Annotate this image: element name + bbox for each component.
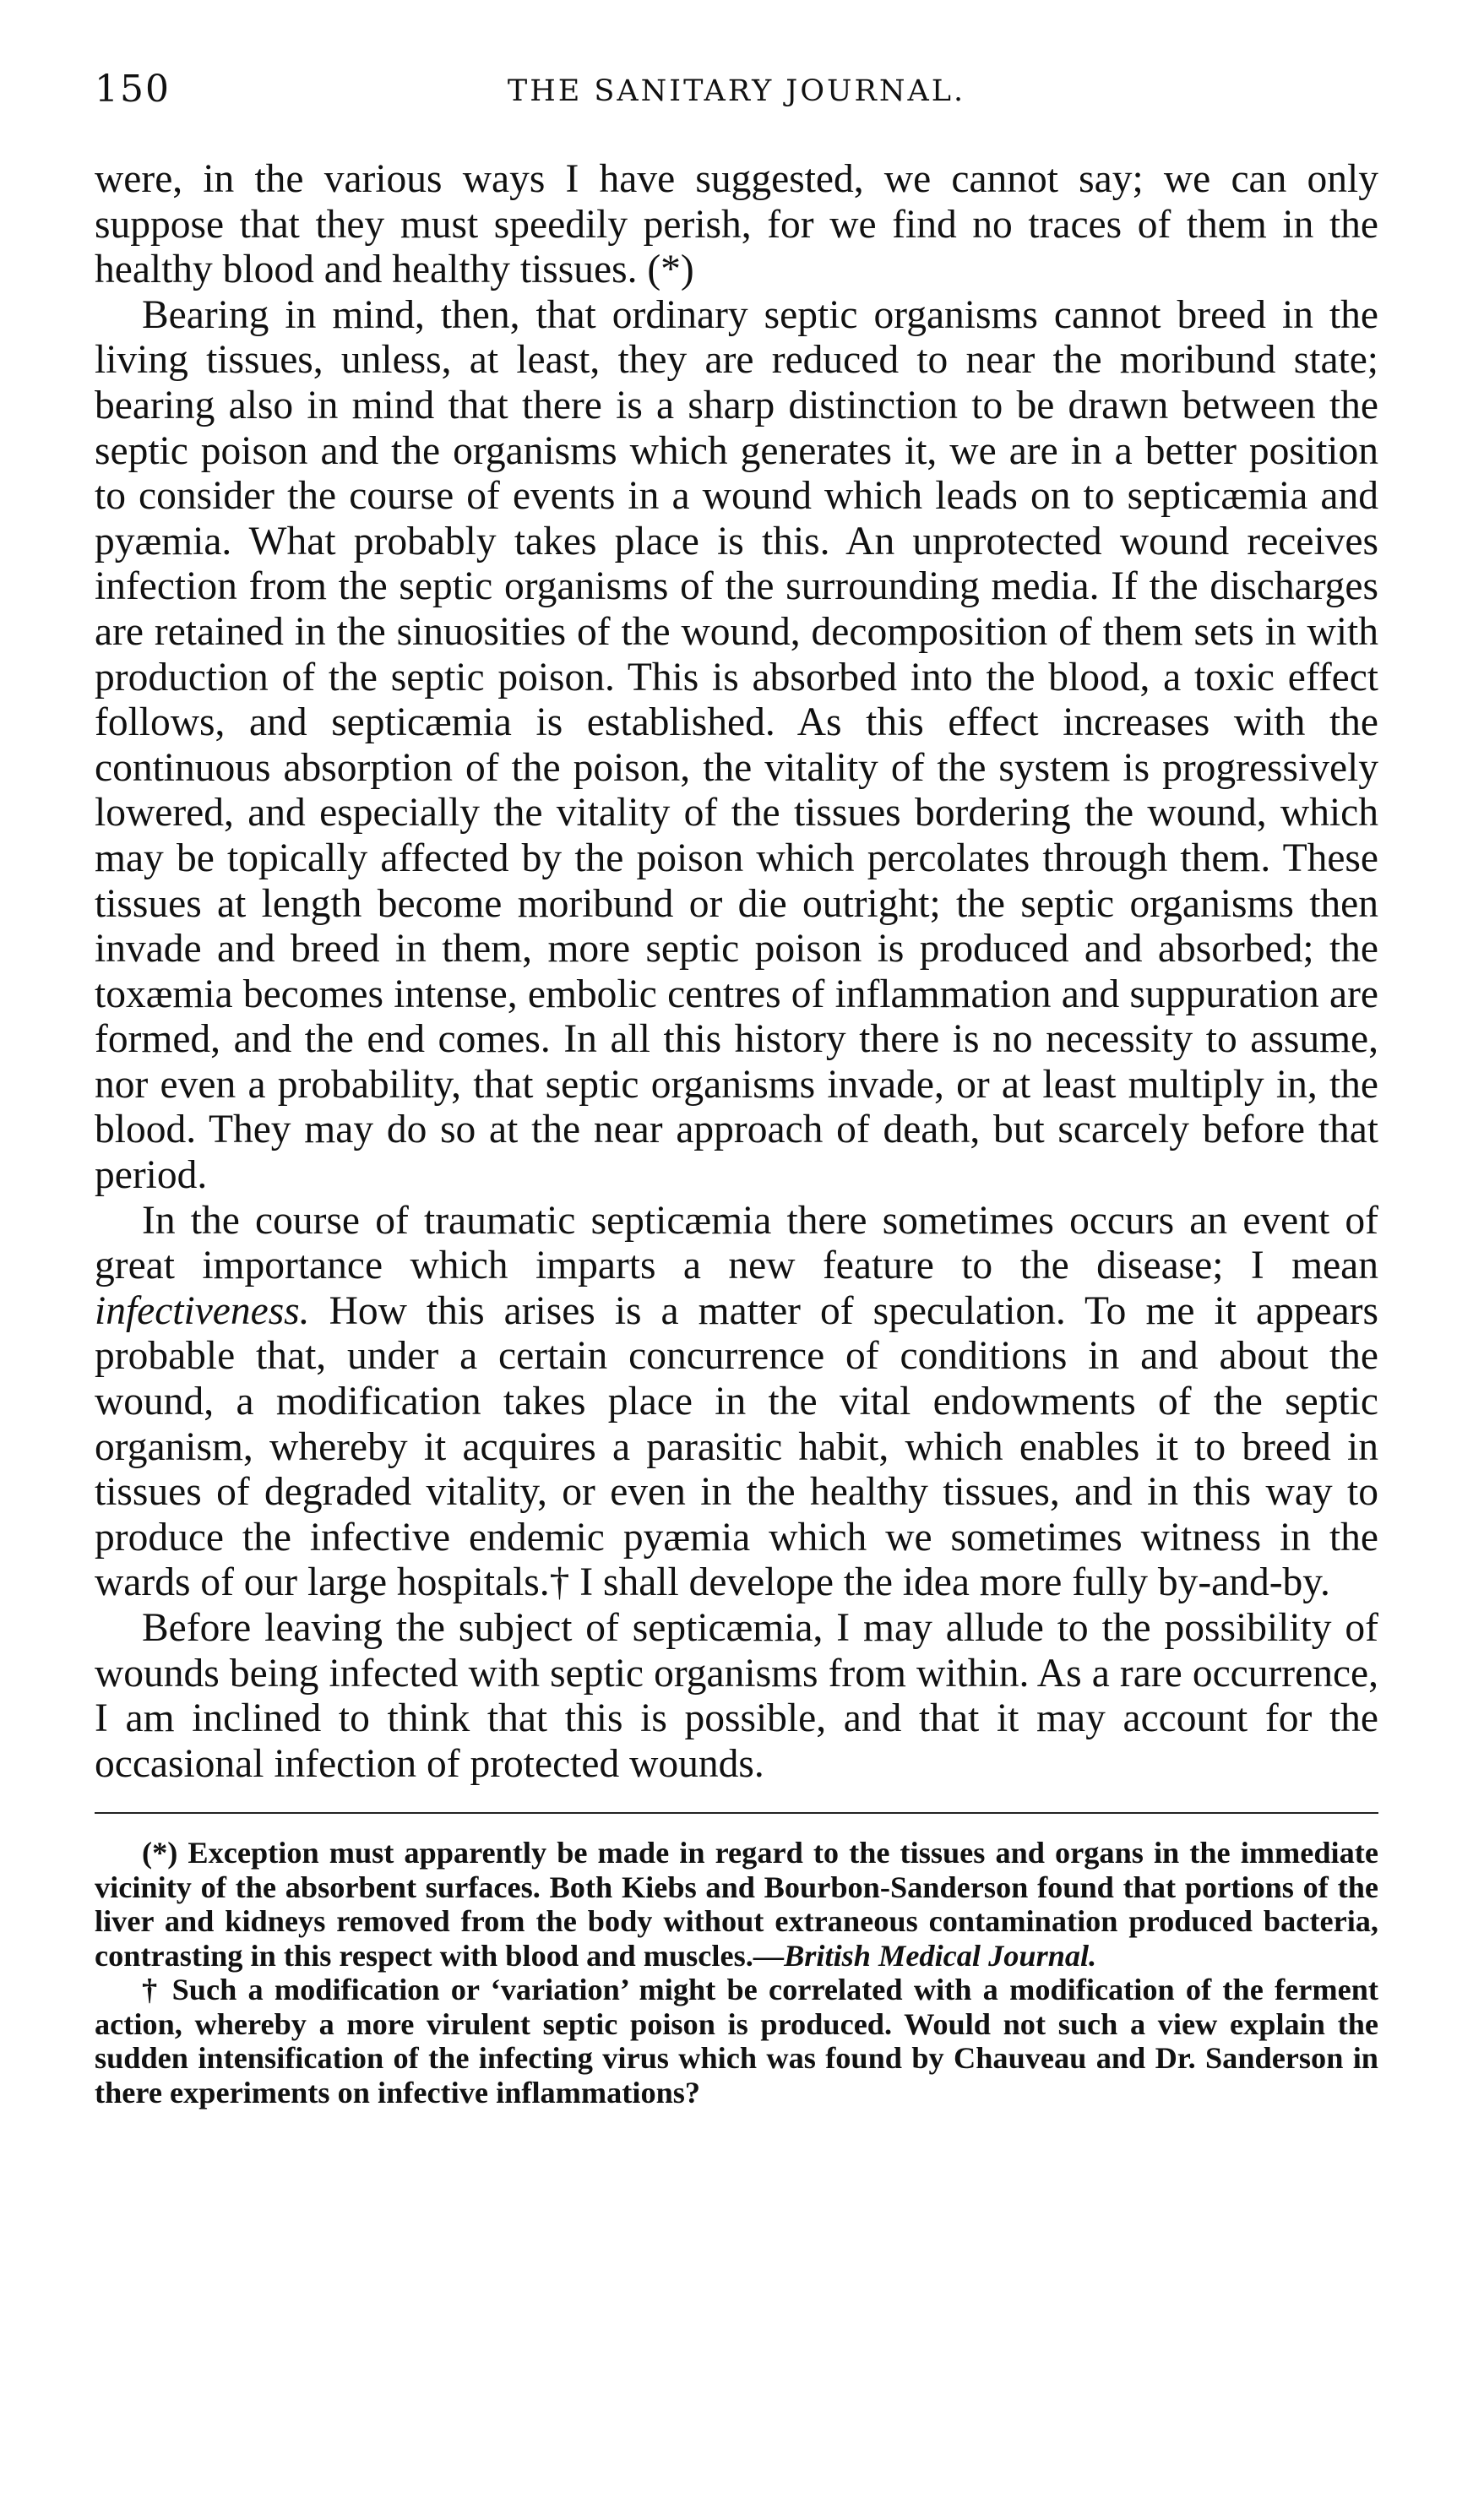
paragraph-infectiveness-rest: How this arises is a matter of speculation. To me it appears probable that, under a certain concurrence of conditions in and about the wound, a modification takes place in the vital endowments of the septic organism, whereby it acquires a parasitic habit, which enables it to breed in tissues of degraded vitality, or even in the healthy tissues, and in this way to produce the infective endemic pyæmia which we sometimes witness in the wards of our large hospitals.† I shall develope the idea more fully by-and-by.: [95, 1288, 1378, 1605]
article-body: [95, 157, 1378, 1787]
footnote-asterisk: [95, 1836, 1378, 1973]
footnote-dagger: † Such a modification or ‘variation’ might be correlated with a modification of the ferment action, whereby a more virulent septic poison is produced. Would not such a view explain the sudden intensification of the infecting virus which was found by Chauveau and Dr. Sanderson in there experiments on infective inflammations?: [95, 1973, 1378, 2109]
journal-title: THE SANITARY JOURNAL.: [507, 74, 966, 108]
paragraph-infectiveness: [95, 1199, 1378, 1606]
page-number: 150: [95, 68, 171, 111]
infectiveness-term: infectiveness.: [95, 1288, 310, 1333]
journal-page: [95, 68, 1378, 2109]
paragraph-infectiveness-lead: In the course of traumatic septicæmia there sometimes occurs an event of great importance which imparts a new feature to the disease; I mean: [95, 1198, 1378, 1288]
footnote-asterisk-source: British Medical Journal.: [784, 1938, 1097, 1973]
footnote-divider: [95, 1812, 1378, 1814]
paragraph-septic-course: Bearing in mind, then, that ordinary septic organisms cannot breed in the living tissues, unless, at least, they are reduced to near the moribund state; bearing also in mind that there is a sharp distinction to be drawn between the septic poison and the organisms which generates it, we are in a better position to consider the course of events in a wound which leads on to septicæmia and pyæmia. What probably takes place is this. An unprotected wound receives infection from the septic organisms of the surrounding media. If the discharges are retained in the sinuosities of the wound, decomposition of them sets in with production of the septic poison. This is absorbed into the blood, a toxic effect follows, and septicæmia is established. As this effect increases with the continuous absorption of the poison, the vitality of the system is progressively lowered, and especially the vitality of the tissues bordering the wound, which may be topically affected by the poison which percolates through them. These tissues at length become moribund or die outright; the septic organisms then invade and breed in them, more septic poison is produced and absorbed; the toxæmia becomes intense, embolic centres of inflammation and suppuration are formed, and the end comes. In all this history there is no necessity to assume, nor even a probability, that septic organisms invade, or at least multiply in, the blood. They may do so at the near approach of death, but scarcely before that period.: [95, 292, 1378, 1198]
running-head: [95, 68, 1378, 127]
footnotes: [95, 1836, 1378, 2109]
footnote-asterisk-text: (*) Exception must apparently be made in regard to the tissues and organs in the immediate vicinity of the absorbent surfaces. Both Kiebs and Bourbon-Sanderson found that portions of the liver and kidneys removed from the body without extraneous contamination produced bacteria, contrasting in this respect with blood and muscles.—: [95, 1836, 1378, 1973]
paragraph-infection-from-within: Before leaving the subject of septicæmia, I may allude to the possibility of wounds being infected with septic organisms from within. As a rare occurrence, I am inclined to think that this is possible, and that it may account for the occasional infection of protected wounds.: [95, 1606, 1378, 1786]
paragraph-continued: were, in the various ways I have suggested, we cannot say; we can only suppose that they must speedily perish, for we find no traces of them in the healthy blood and healthy tissues. (*): [95, 157, 1378, 292]
